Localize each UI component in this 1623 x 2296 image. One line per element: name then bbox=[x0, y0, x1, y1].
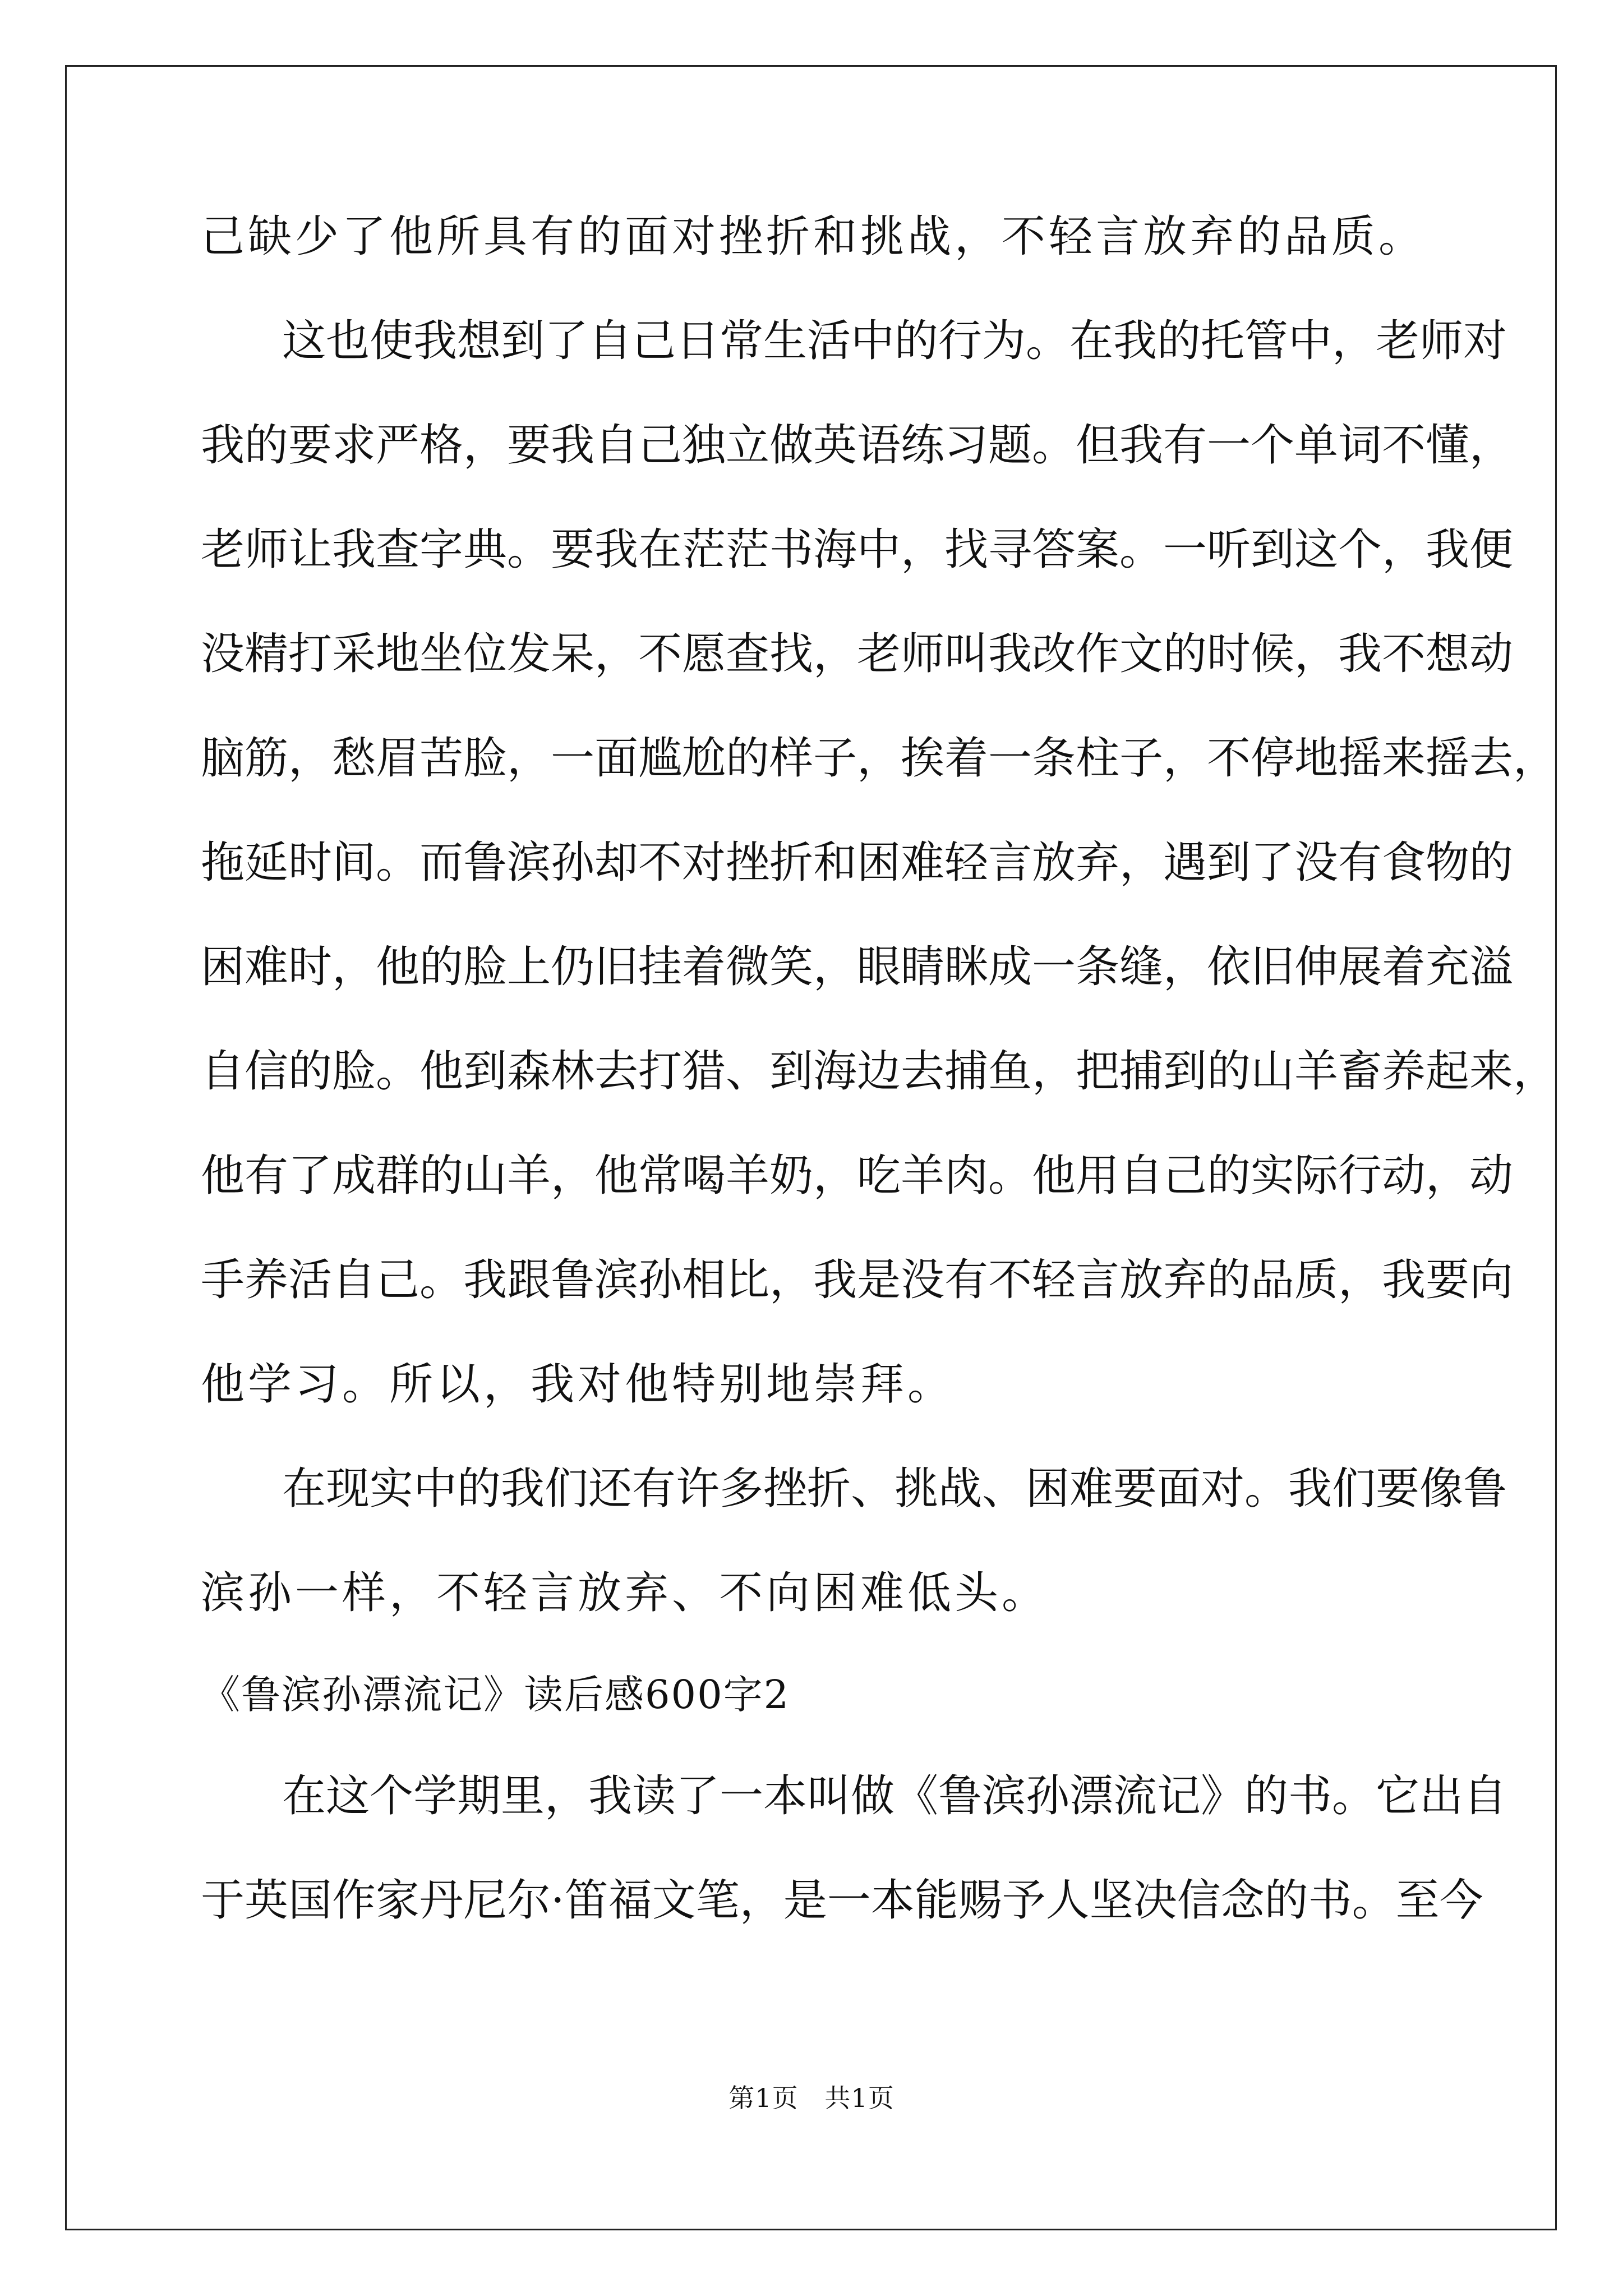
text-line: 我的要求严格，要我自己独立做英语练习题。但我有一个单词不懂， bbox=[201, 420, 1514, 471]
text-line: 拖延时间。而鲁滨孙却不对挫折和困难轻言放弃，遇到了没有食物的 bbox=[201, 838, 1514, 888]
text-line: 脑筋，愁眉苦脸，一面尴尬的样子，挨着一条柱子，不停地摇来摇去， bbox=[201, 733, 1557, 784]
text-line: 他学习。所以，我对他特别地崇拜。 bbox=[201, 1359, 955, 1410]
page-footer: 第1页 共1页 bbox=[728, 2083, 895, 2113]
text-line: 他有了成群的山羊，他常喝羊奶，吃羊肉。他用自己的实际行动，动 bbox=[201, 1151, 1514, 1201]
text-line: 滨孙一样，不轻言放弃、不向困难低头。 bbox=[201, 1568, 1049, 1618]
text-line: 己缺少了他所具有的面对挫折和挑战，不轻言放弃的品质。 bbox=[201, 211, 1426, 262]
paragraph-start-line: 在现实中的我们还有许多挫折、挑战、困难要面对。我们要像鲁 bbox=[282, 1464, 1507, 1514]
text-line: 于英国作家丹尼尔·笛福文笔，是一本能赐予人坚决信念的书。至今 bbox=[201, 1875, 1483, 1926]
paragraph-start-line: 这也使我想到了自己日常生活中的行为。在我的托管中，老师对 bbox=[282, 316, 1507, 366]
text-line: 手养活自己。我跟鲁滨孙相比，我是没有不轻言放弃的品质，我要向 bbox=[201, 1255, 1514, 1305]
text-line: 困难时，他的脸上仍旧挂着微笑，眼睛眯成一条缝，依旧伸展着充溢 bbox=[201, 942, 1514, 992]
text-line: 没精打采地坐位发呆，不愿查找，老师叫我改作文的时候，我不想动 bbox=[201, 629, 1514, 679]
section-heading: 《鲁滨孙漂流记》读后感600字2 bbox=[201, 1672, 790, 1718]
text-line: 自信的脸。他到森林去打猎、到海边去捕鱼，把捕到的山羊畜养起来， bbox=[201, 1046, 1557, 1097]
paragraph-start-line: 在这个学期里，我读了一本叫做《鲁滨孙漂流记》的书。它出自 bbox=[282, 1771, 1507, 1821]
text-line: 老师让我查字典。要我在茫茫书海中，找寻答案。一听到这个，我便 bbox=[201, 524, 1514, 575]
